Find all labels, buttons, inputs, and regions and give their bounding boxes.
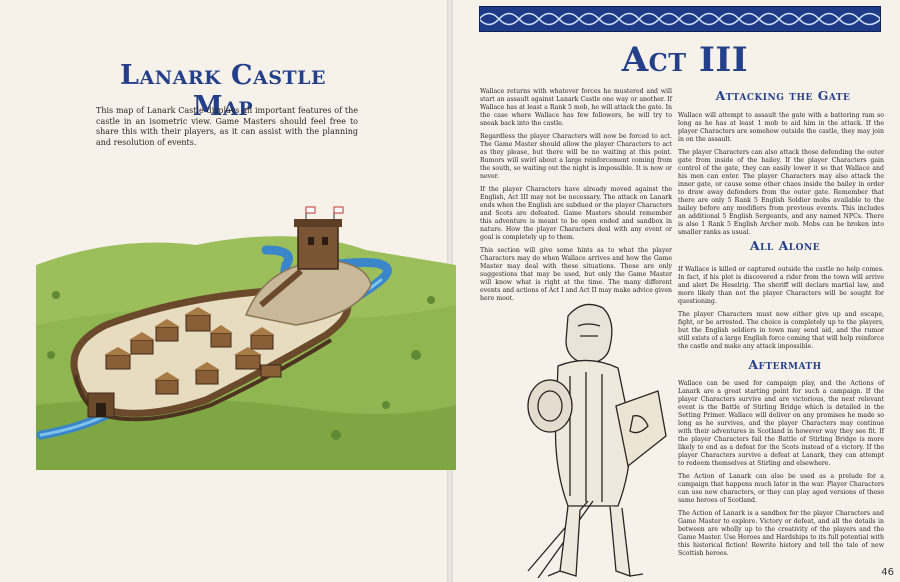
page-number: 46 <box>881 567 894 578</box>
celtic-knot-border <box>479 6 881 32</box>
aftermath-p2: The Action of Lanark can also be used as a prelude for a campaign that happens much later in the war. Player Characters can use new characters, or they can play aged versions of these same heroes of Scotland. <box>678 473 884 504</box>
act-intro-p1: Wallace returns with whatever forces he mustered and will start an assault against Lanark Castle one way or another. If Wallace has at least a Rank 5 mob, he will attack the gate. In the case where Wallace has few followers, he will try to sneak back into the castle. <box>480 88 673 127</box>
knight-illustration <box>498 296 678 578</box>
map-title: Lanark Castle Map <box>120 60 326 122</box>
act-intro-p2: Regardless the player Characters will now be forced to act. The Game Master should allow the player Characters to act as they please, but there will be no waiting at this point. Rumors will swirl about a large reinforcement coming from the south, so waiting out the night is impossible. It is now or never. <box>480 133 672 180</box>
attacking-gate-heading: Attacking the Gate <box>715 88 851 103</box>
act-intro-column <box>480 88 672 308</box>
aftermath-column <box>678 380 884 563</box>
map-intro: This map of Lanark Castle displays all important features of the castle in an isometric view. Game Masters should feel free to share this with their players, as it can assist with the planning and resolution of events. <box>96 106 358 147</box>
alone-p1: If Wallace is killed or captured outside the castle no help comes. In fact, if his plot is discovered a rider from the town will arrive and alert De Heselrig. The sheriff will declare martial law, and more likely than not the player Characters will be sought for questioning. <box>678 266 884 305</box>
aftermath-p3: The Action of Lanark is a sandbox for the player Characters and Game Master to explore. Victory or defeat, and all the details in between are wholly up to the creativity of the players and the Game Master. Use Heroes and Hardships to its full potential with this historical fiction! Rewrite history and tell the tale of new Scottish heroes. <box>678 510 884 557</box>
aftermath-heading: Aftermath <box>748 357 822 372</box>
act-title: Act III <box>621 40 749 80</box>
attacking-gate-column <box>678 112 884 242</box>
alone-p2: The player Characters must now either give up and escape, fight, or be arrested. The choice is completely up to the players, but the English soldiers in town may send aid, and the rumor still exists of a large English force coming that will help reinforce the castle and make any attack impossible. <box>678 311 884 350</box>
attacking-p1: Wallace will attempt to assault the gate with a battering ram so long as he has at least 1 mob to aid him in the attack. If the player Characters are somehow outside the castle, they may join in on the assault. <box>678 112 884 143</box>
all-alone-heading: All Alone <box>749 238 821 253</box>
act-intro-p4: This section will give some hints as to what the player Characters may do when Wallace arrives and how the Game Master may deal with these situations. These are only suggestions that may be used, but only the Game Master will know what is right at the time. The many different events and actions of Act I and Act II may make advice given here moot. <box>480 247 672 302</box>
act-intro-p3: If the player Characters have already moved against the English, Act III may not be necessary. The attack on Lanark ends when the English are subdued or the player Characters and Scots are defeated. Game Masters should remember this adventure is meant to be open ended and sandbox in nature. How the player Characters deal with any event or goal is completely up to them. <box>480 186 672 241</box>
aftermath-p1: Wallace can be used for campaign play, and the Actions of Lanark are a great starting point for such a campaign. If the player Characters survive and are victorious, the next relevant event is the Battle of Stirling Bridge which is detailed in the Setting Primer. Wallace will deliver on any promises he made so long as he survives, and the player Characters may continue with their adventures in Scotland in however way they see fit. If the player Characters fail the Battle of Stirling Bridge is more likely to end as a defeat for the Scots instead of a victory. If the player Characters survive a defeat at Lanark, they can attempt to redeem themselves at Stirling and elsewhere. <box>678 380 884 467</box>
all-alone-column <box>678 266 884 356</box>
attacking-p2: The player Characters can also attack those defending the outer gate from inside of the bailey. If the player Characters gain control of the gate, they can easily lower it so that Wallace and his men can enter. The player Characters may also attack the inner gate, or cause some other chaos inside the bailey in order to draw away defenders from the outer gate. Remember that there are only 5 Rank 5 English Soldier mobs available to the bailey before any modifiers from previous events. This includes an additional 5 English Sergeants, and any named NPCs. There is also 1 Rank 5 English Archer mob. Mobs can be broken into smaller ranks as usual. <box>678 149 884 236</box>
castle-map-illustration <box>36 205 456 470</box>
